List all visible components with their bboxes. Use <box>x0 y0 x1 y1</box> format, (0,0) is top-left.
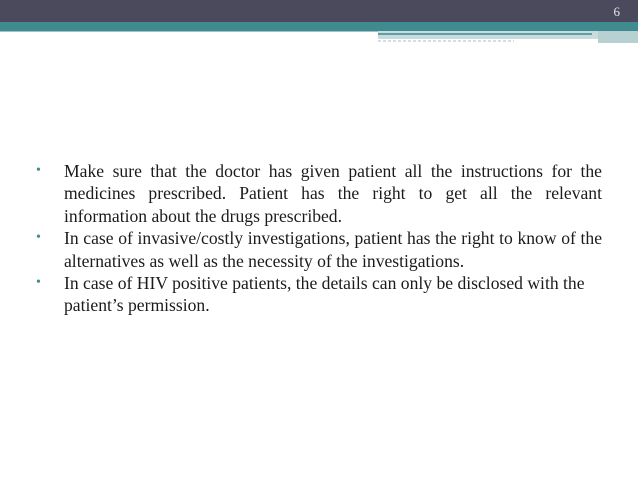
header-accent-dashes <box>378 40 514 42</box>
bullet-text: In case of invasive/costly investigations, patient has the right to know of the alternatives as well as the necessity of the investigations. <box>64 228 602 271</box>
header-accent-band <box>0 22 638 31</box>
slide-body <box>34 160 602 317</box>
bullet-text: Make sure that the doctor has given patient all the instructions for the medicines prescribed. Patient has the right to get all the relevant information about the drugs prescribed. <box>64 161 602 226</box>
bullet-icon: • <box>36 275 41 291</box>
bullet-item <box>34 272 602 317</box>
slide-number: 6 <box>613 4 620 19</box>
bullet-item <box>34 160 602 227</box>
bullet-text: In case of HIV positive patients, the details can only be disclosed with the patient’s permission. <box>64 273 585 316</box>
bullet-item <box>34 227 602 272</box>
bullet-list <box>34 160 602 317</box>
header-accent-line <box>378 33 592 35</box>
header-accent-block <box>598 31 638 43</box>
bullet-icon: • <box>36 163 41 178</box>
header-band <box>0 0 638 22</box>
bullet-icon: • <box>36 230 41 246</box>
